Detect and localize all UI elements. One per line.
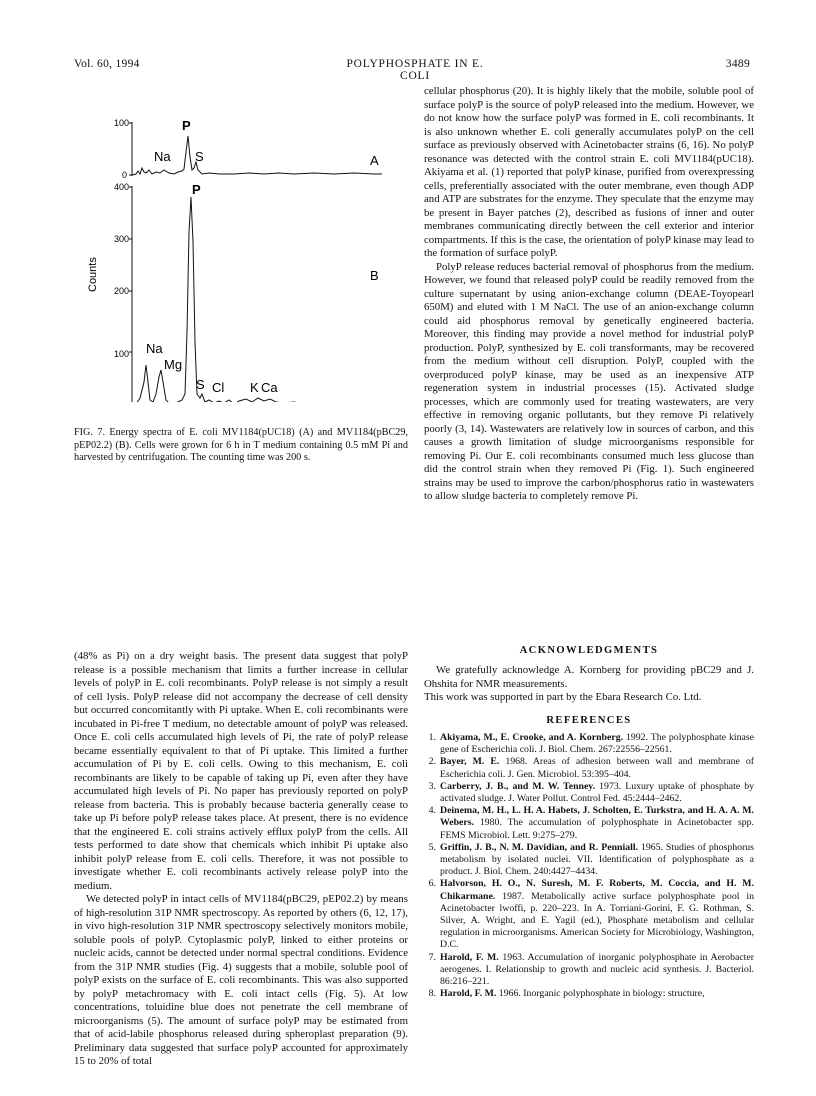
panel-b-ytick-300: 300 xyxy=(114,234,130,244)
panel-a-peak-p: P xyxy=(182,118,191,133)
reference-number: 3. xyxy=(428,780,436,792)
reference-number: 6. xyxy=(428,878,436,890)
panel-b-peak-na: Na xyxy=(146,341,163,356)
running-header-title: POLYPHOSPHATE IN E. COLI xyxy=(346,58,484,82)
panel-b-peak-cl: Cl xyxy=(212,380,225,395)
acknowledgments-heading: ACKNOWLEDGMENTS xyxy=(519,645,659,656)
left-paragraph: (48% as Pi) on a dry weight basis. The present data suggest that polyP release is a possible mechanism that limits a further increase in cellular levels of polyP in E. coli recombinants. PolyP release is not simply a result of cell lysis. PolyP release did not accompany the decrease of cell density but occurred concomitantly with Pi uptake. When E. coli recombinants were incubated in Pi-free T medium, no detectable amount of polyP was released. Once E. coli cells accumulated high levels of Pi, the rate of polyP release became essentially equivalent to that of Pi uptake. This limited a further accumulation of Pi by E. coli cells. Owing to this mechanism, E. coli recombinants are likely to be capable of taking up Pi, even after they have accumulated high levels of Pi. No paper has previously reported on polyP release from bacteria. This is probably because bacteria generally cease to take up Pi before polyP release takes place. At present, there is no evidence that the engineered E. coli strains actively efflux polyP from the cells. All tests performed to date show that chemicals which inhibit Pi uptake also inhibit polyP release from E. coli cells. Therefore, it was not possible to investigate whether E. coli recombinants actively release polyP into the medium. xyxy=(74,650,408,892)
reference-number: 7. xyxy=(428,951,436,963)
y-axis-label: Counts xyxy=(87,257,99,292)
reference-text: 1987. Metabolically active surface polyphosphate pool in Acinetobacter lwoffi, p. 220–223. In A. Torriani-Gorini, F. G. Rothman, S. Silver, A. Wright, and E. Yagil (ed.), Phosphate metabolism and cellular regulation in microorganisms. American Society for Microbiology, Washington, D.C. xyxy=(440,890,754,951)
panel-a-peak-s: S xyxy=(195,149,204,164)
reference-number: 8. xyxy=(428,988,436,1000)
reference-item xyxy=(424,781,754,805)
panel-b-peak-p: P xyxy=(192,182,201,197)
reference-authors: Griffin, J. B., N. M. Davidian, and R. Penniall. xyxy=(440,841,638,853)
references-heading: REFERENCES xyxy=(546,715,632,726)
reference-text: 1973. Luxury uptake of phosphate by activated sludge. J. Water Pollut. Control Fed. 45:2444–2462. xyxy=(440,780,754,805)
reference-authors: Harold, F. M. xyxy=(440,988,497,1000)
reference-authors: Harold, F. M. xyxy=(440,951,499,963)
panel-b-ytick-100: 100 xyxy=(114,349,130,359)
reference-authors: Akiyama, M., E. Crooke, and A. Kornberg. xyxy=(440,732,624,743)
panel-b-label: B xyxy=(370,268,379,283)
acknowledgment-paragraph: We gratefully acknowledge A. Kornberg for providing pBC29 and J. Ohshita for NMR measurements. xyxy=(424,664,754,690)
reference-authors: Halvorson, H. O., N. Suresh, M. F. Roberts, M. Coccia, and H. M. Chikarmane. xyxy=(440,878,754,902)
reference-item xyxy=(424,756,754,780)
panel-a-ytick-100: 100 xyxy=(114,118,130,128)
reference-item xyxy=(424,952,754,989)
reference-number: 1. xyxy=(428,732,436,743)
reference-text: 1963. Accumulation of inorganic polyphosphate in Aerobacter aerogenes. I. Relationship to growth and nucleic acid synthesis. J. Bacteriol. 86:216–221. xyxy=(440,951,755,988)
reference-text: 1966. Inorganic polyphosphate in biology: structure, xyxy=(496,988,705,1000)
reference-text: 1992. The polyphosphate kinase gene of Escherichia coli. J. Biol. Chem. 267:22556–22561. xyxy=(440,732,754,756)
right-paragraph: cellular phosphorus (20). It is highly likely that the mobile, soluble pool of surface polyP is the source of polyP released into the medium. However, we do not know how the surface polyP was formed in E. coli recombinants. It is also unknown whether E. coli generally accumulates polyP on the cell surface as previously observed with Acinetobacter strains (6, 16). No polyP resonance was detected with the control strain E. coli MV1184(pUC18). Akiyama et al. (1) reported that polyP kinase, purified from overexpressing cells, preferentially associated with the outer membrane, even though ADP and ATP are substrates for the enzyme. They speculate that the enzyme may be present in Bayer patches (2), described as fusions of inner and outer membranes communicating directly between the cell exterior and interior compartments. If this is the case, the orientation of polyP kinase may lead to the formation of surface polyP. xyxy=(424,85,754,259)
reference-authors: Deinema, M. H., L. H. A. Habets, J. Scholten, E. Turkstra, and H. A. A. M. Webers. xyxy=(440,805,754,829)
panel-b-peak-k: K xyxy=(250,380,259,395)
panel-a-ytick-0: 0 xyxy=(122,170,128,180)
reference-list xyxy=(424,732,754,1000)
figure-caption: FIG. 7. Energy spectra of E. coli MV1184(pUC18) (A) and MV1184(pBC29, pEP02.2) (B). Cells were grown for 6 h in T medium containing 0.5 mM Pi and harvested by centrifugation. The counting time was 200 s. xyxy=(74,427,408,464)
reference-text: 1980. The accumulation of polyphosphate in Acinetobacter spp. FEMS Microbiol. Lett. 9:275–279. xyxy=(440,817,754,841)
reference-item xyxy=(424,805,754,842)
panel-a-peak-na: Na xyxy=(154,149,171,164)
reference-item xyxy=(424,842,754,879)
panel-b-peak-ca: Ca xyxy=(261,380,278,395)
page-number: 3489 xyxy=(725,58,750,70)
reference-number: 4. xyxy=(428,805,436,817)
reference-number: 5. xyxy=(428,841,436,853)
panel-b-ytick-400: 400 xyxy=(114,182,130,192)
spectra-plot xyxy=(74,82,410,402)
reference-text: 1968. Areas of adhesion between wall and membrane of Escherichia coli. J. Gen. Microbiol. 53:395–404. xyxy=(440,756,754,780)
panel-a-label: A xyxy=(370,153,379,168)
reference-authors: Bayer, M. E. xyxy=(440,756,500,768)
reference-number: 2. xyxy=(428,756,436,768)
figure-7-energy-spectra xyxy=(74,82,410,402)
right-column-body xyxy=(424,85,754,504)
reference-item xyxy=(424,732,754,756)
reference-authors: Carberry, J. B., and M. W. Tenney. xyxy=(440,780,596,792)
left-column-body xyxy=(74,650,408,1069)
right-paragraph: PolyP release reduces bacterial removal of phosphorus from the medium. However, we found that released polyP could be readily removed from the culture supernatant by using anion-exchange column (DEAE-Toyopearl 650M) and eluted with 1 M NaCl. The use of an anion-exchange column could aid phosphorus removal by genetically engineered bacteria. Moreover, this finding may provide a novel method for industrial polyP production. PolyP, synthesized by E. coli transformants, may be recovered from the medium without cell disruption. PolyP, coupled with the overproduced polyP kinase, may be used as an inexpensive ATP regeneration system in industrial processes (15). Activated sludge processes, which are commonly used for treating wastewaters, are very effective in removing organic pollutants, but they remove Pi relatively poorly (3, 14). Wastewaters are relatively low in sources of carbon, and this causes a growth limitation of sludge microorganisms responsible for removing Pi. Our E. coli recombinants consumed much less glucose than did the control strain when they removed Pi (Fig. 1). Such engineered strains may be used to improve the carbon/phosphorus ratio in wastewaters to allow sludge bacteria to completely remove Pi. xyxy=(424,260,754,502)
acknowledgment-paragraph: This work was supported in part by the Ebara Research Co. Ltd. xyxy=(424,691,702,703)
reference-item xyxy=(424,878,754,951)
reference-item xyxy=(424,988,754,1000)
panel-b-ytick-200: 200 xyxy=(114,286,130,296)
reference-text: 1965. Studies of phosphorus metabolism by isolated nuclei. VII. Identification of polyphosphate as a product. J. Biol. Chem. 240:4427–4434. xyxy=(440,841,754,878)
panel-b-peak-s: S xyxy=(196,377,205,392)
running-header-volume: Vol. 60, 1994 xyxy=(74,58,140,70)
acknowledgments-body xyxy=(424,664,754,705)
panel-b-peak-mg: Mg xyxy=(164,357,183,372)
left-paragraph: We detected polyP in intact cells of MV1184(pBC29, pEP02.2) by means of high-resolution 31P NMR spectroscopy. As reported by others (6, 12, 17), in vivo high-resolution 31P NMR spectroscopy selectively monitors mobile, soluble pools of polyP. Cytoplasmic polyP, linked to either proteins or nucleic acids, cannot be detected under normal spectral conditions. Evidence from the 31P NMR studies (Fig. 4) suggests that a mobile, soluble pool of polyP exists on the surface of E. coli recombinants. This was also supported by polyP metachromacy with E. coli intact cells (Fig. 5). At low concentrations, toluidine blue does not penetrate the cell membrane of microorganisms (5). The amount of surface polyP may be estimated from that of acid-labile phosphorus released during spheroplast preparation (9). Preliminary data suggested that surface polyP accounted for approximately 15 to 20% of total xyxy=(74,893,408,1067)
